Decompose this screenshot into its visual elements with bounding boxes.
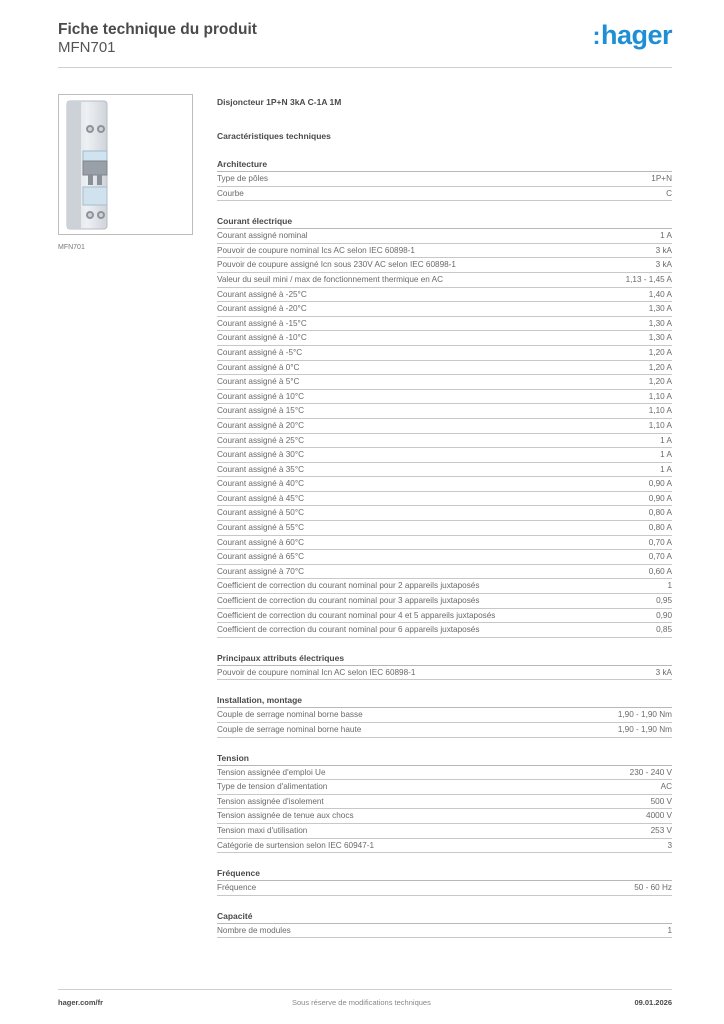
spec-value: 1,20 A <box>648 362 672 372</box>
spec-row <box>217 881 672 896</box>
spec-label: Courant assigné à -25°C <box>217 289 307 299</box>
spec-label: Courant assigné à 0°C <box>217 362 300 372</box>
spec-label: Courant assigné à 45°C <box>217 493 305 503</box>
spec-group <box>217 694 672 737</box>
spec-label: Type de tension d'alimentation <box>217 782 328 792</box>
spec-value: 0,95 <box>656 596 672 606</box>
spec-row <box>217 244 672 259</box>
spec-label: Courant assigné à -5°C <box>217 347 303 357</box>
footer-disclaimer: Sous réserve de modifications techniques <box>292 998 431 1007</box>
spec-label: Coefficient de correction du courant nominal pour 4 et 5 appareils juxtaposés <box>217 610 496 620</box>
spec-value: 1,40 A <box>648 289 672 299</box>
spec-label: Courant assigné à -20°C <box>217 304 307 314</box>
spec-value: 0,90 <box>656 610 672 620</box>
product-image <box>58 94 193 235</box>
spec-value: 0,70 A <box>648 552 672 562</box>
spec-label: Type de pôles <box>217 174 268 183</box>
spec-value: 0,85 <box>656 625 672 635</box>
product-name: Disjoncteur 1P+N 3kA C-1A 1M <box>217 97 342 107</box>
spec-row <box>217 666 672 681</box>
spec-value: 0,80 A <box>648 523 672 533</box>
spec-label: Courant assigné à -15°C <box>217 318 307 328</box>
spec-label: Couple de serrage nominal borne basse <box>217 710 363 720</box>
spec-label: Tension assignée de tenue aux chocs <box>217 811 354 821</box>
spec-value: 3 kA <box>655 245 672 255</box>
logo-text: hager <box>600 20 672 50</box>
spec-row <box>217 187 672 202</box>
spec-row <box>217 594 672 609</box>
spec-value: 1,13 - 1,45 A <box>625 274 672 284</box>
product-reference: MFN701 <box>58 39 116 56</box>
spec-label: Pouvoir de coupure nominal Icn AC selon IEC 60898-1 <box>217 667 416 677</box>
spec-label: Courant assigné à -10°C <box>217 333 307 343</box>
spec-row <box>217 477 672 492</box>
spec-group-title: Installation, montage <box>217 694 672 708</box>
spec-label: Courant assigné à 65°C <box>217 552 305 562</box>
spec-row <box>217 521 672 536</box>
spec-value: 230 - 240 V <box>629 767 672 777</box>
spec-label: Fréquence <box>217 883 257 893</box>
spec-row <box>217 273 672 288</box>
footer-website: hager.com/fr <box>58 998 104 1007</box>
spec-value: 1,10 A <box>648 391 672 401</box>
hager-logo <box>592 20 672 52</box>
spec-group-title: Courant électrique <box>217 215 672 229</box>
spec-group-title: Tension <box>217 752 672 766</box>
spec-row <box>217 448 672 463</box>
spec-row <box>217 434 672 449</box>
spec-value: 1 A <box>660 464 672 474</box>
spec-label: Courbe <box>217 188 244 198</box>
spec-value: 1 A <box>660 435 672 445</box>
spec-group <box>217 752 672 854</box>
spec-value: 3 <box>667 840 672 850</box>
spec-label: Courant assigné à 50°C <box>217 508 305 518</box>
spec-label: Courant assigné à 60°C <box>217 537 305 547</box>
document-title: Fiche technique du produit <box>58 21 257 38</box>
spec-row <box>217 623 672 638</box>
spec-row <box>217 361 672 376</box>
spec-row <box>217 579 672 594</box>
spec-label: Pouvoir de coupure nominal Ics AC selon IEC 60898-1 <box>217 245 415 255</box>
product-image-caption: MFN701 <box>58 244 85 251</box>
spec-label: Catégorie de surtension selon IEC 60947-1 <box>217 840 375 850</box>
spec-row <box>217 780 672 795</box>
spec-value: 1,20 A <box>648 377 672 387</box>
spec-row <box>217 390 672 405</box>
spec-value: 1,90 - 1,90 Nm <box>617 710 672 720</box>
circuit-breaker-illustration <box>59 95 192 234</box>
spec-label: Courant assigné à 40°C <box>217 479 305 489</box>
spec-group <box>217 652 672 681</box>
spec-value: 0,70 A <box>648 537 672 547</box>
spec-label: Courant assigné à 15°C <box>217 406 305 416</box>
spec-row <box>217 550 672 565</box>
spec-label: Coefficient de correction du courant nominal pour 2 appareils juxtaposés <box>217 581 480 591</box>
spec-value: 0,60 A <box>648 566 672 576</box>
spec-value: 3 kA <box>655 667 672 677</box>
spec-label: Tension maxi d'utilisation <box>217 825 308 835</box>
spec-label: Courant assigné à 5°C <box>217 377 300 387</box>
spec-value: 1,30 A <box>648 318 672 328</box>
spec-group-title: Capacité <box>217 910 672 924</box>
spec-label: Coefficient de correction du courant nominal pour 3 appareils juxtaposés <box>217 596 480 606</box>
spec-row <box>217 346 672 361</box>
spec-row <box>217 609 672 624</box>
spec-label: Courant assigné à 20°C <box>217 420 305 430</box>
spec-label: Courant assigné nominal <box>217 231 308 241</box>
spec-value: 1,90 - 1,90 Nm <box>617 725 672 734</box>
spec-row <box>217 419 672 434</box>
spec-label: Courant assigné à 30°C <box>217 450 305 460</box>
header-divider <box>58 67 672 68</box>
page-header <box>58 20 672 57</box>
spec-value: 50 - 60 Hz <box>634 883 672 893</box>
spec-value: 4000 V <box>646 811 672 821</box>
spec-label: Tension assignée d'isolement <box>217 796 324 806</box>
spec-value: 1 A <box>660 231 672 241</box>
spec-row <box>217 824 672 839</box>
spec-label: Couple de serrage nominal borne haute <box>217 725 362 734</box>
spec-group <box>217 215 672 638</box>
spec-content <box>217 96 672 938</box>
spec-value: 3 kA <box>655 260 672 270</box>
spec-row <box>217 766 672 781</box>
spec-label: Valeur du seuil mini / max de fonctionnement thermique en AC <box>217 274 444 284</box>
spec-value: 1,10 A <box>648 420 672 430</box>
spec-value: 1 <box>667 581 672 591</box>
spec-value: 1P+N <box>651 174 672 183</box>
spec-group-title: Architecture <box>217 158 672 172</box>
spec-row <box>217 708 672 723</box>
spec-row <box>217 492 672 507</box>
spec-row <box>217 809 672 824</box>
spec-row <box>217 258 672 273</box>
spec-row <box>217 288 672 303</box>
spec-row <box>217 302 672 317</box>
spec-group-title: Principaux attributs électriques <box>217 652 672 666</box>
spec-row <box>217 536 672 551</box>
spec-row <box>217 795 672 810</box>
footer-divider <box>58 989 672 990</box>
spec-value: 0,90 A <box>648 493 672 503</box>
spec-value: 1,20 A <box>648 347 672 357</box>
spec-value: 0,90 A <box>648 479 672 489</box>
spec-row <box>217 331 672 346</box>
spec-label: Courant assigné à 55°C <box>217 523 305 533</box>
spec-value: C <box>666 188 672 198</box>
spec-value: 500 V <box>650 796 672 806</box>
section-title: Caractéristiques techniques <box>217 131 331 141</box>
spec-row <box>217 924 672 939</box>
spec-row <box>217 229 672 244</box>
spec-row <box>217 404 672 419</box>
spec-row <box>217 463 672 478</box>
spec-group <box>217 158 672 201</box>
spec-label: Courant assigné à 10°C <box>217 391 305 401</box>
spec-label: Coefficient de correction du courant nominal pour 6 appareils juxtaposés <box>217 625 480 635</box>
spec-value: 253 V <box>650 825 672 835</box>
spec-row <box>217 506 672 521</box>
spec-group <box>217 867 672 896</box>
spec-label: Pouvoir de coupure assigné Icn sous 230V AC selon IEC 60898-1 <box>217 260 456 270</box>
logo-colon: : <box>592 23 600 50</box>
spec-row <box>217 723 672 738</box>
spec-label: Courant assigné à 35°C <box>217 464 305 474</box>
spec-value: 0,80 A <box>648 508 672 518</box>
footer-date: 09.01.2026 <box>634 998 672 1007</box>
spec-label: Courant assigné à 70°C <box>217 566 305 576</box>
spec-label: Courant assigné à 25°C <box>217 435 305 445</box>
spec-group-title: Fréquence <box>217 867 672 881</box>
spec-group <box>217 910 672 939</box>
spec-value: 1,10 A <box>648 406 672 416</box>
spec-value: 1,30 A <box>648 304 672 314</box>
spec-row <box>217 839 672 854</box>
spec-row <box>217 375 672 390</box>
spec-label: Tension assignée d'emploi Ue <box>217 767 326 777</box>
spec-value: 1 A <box>660 450 672 460</box>
spec-row <box>217 317 672 332</box>
spec-row <box>217 172 672 187</box>
spec-value: 1,30 A <box>648 333 672 343</box>
spec-label: Nombre de modules <box>217 925 291 935</box>
spec-value: 1 <box>667 925 672 935</box>
spec-row <box>217 565 672 580</box>
spec-value: AC <box>660 782 672 792</box>
spec-groups <box>217 158 672 938</box>
